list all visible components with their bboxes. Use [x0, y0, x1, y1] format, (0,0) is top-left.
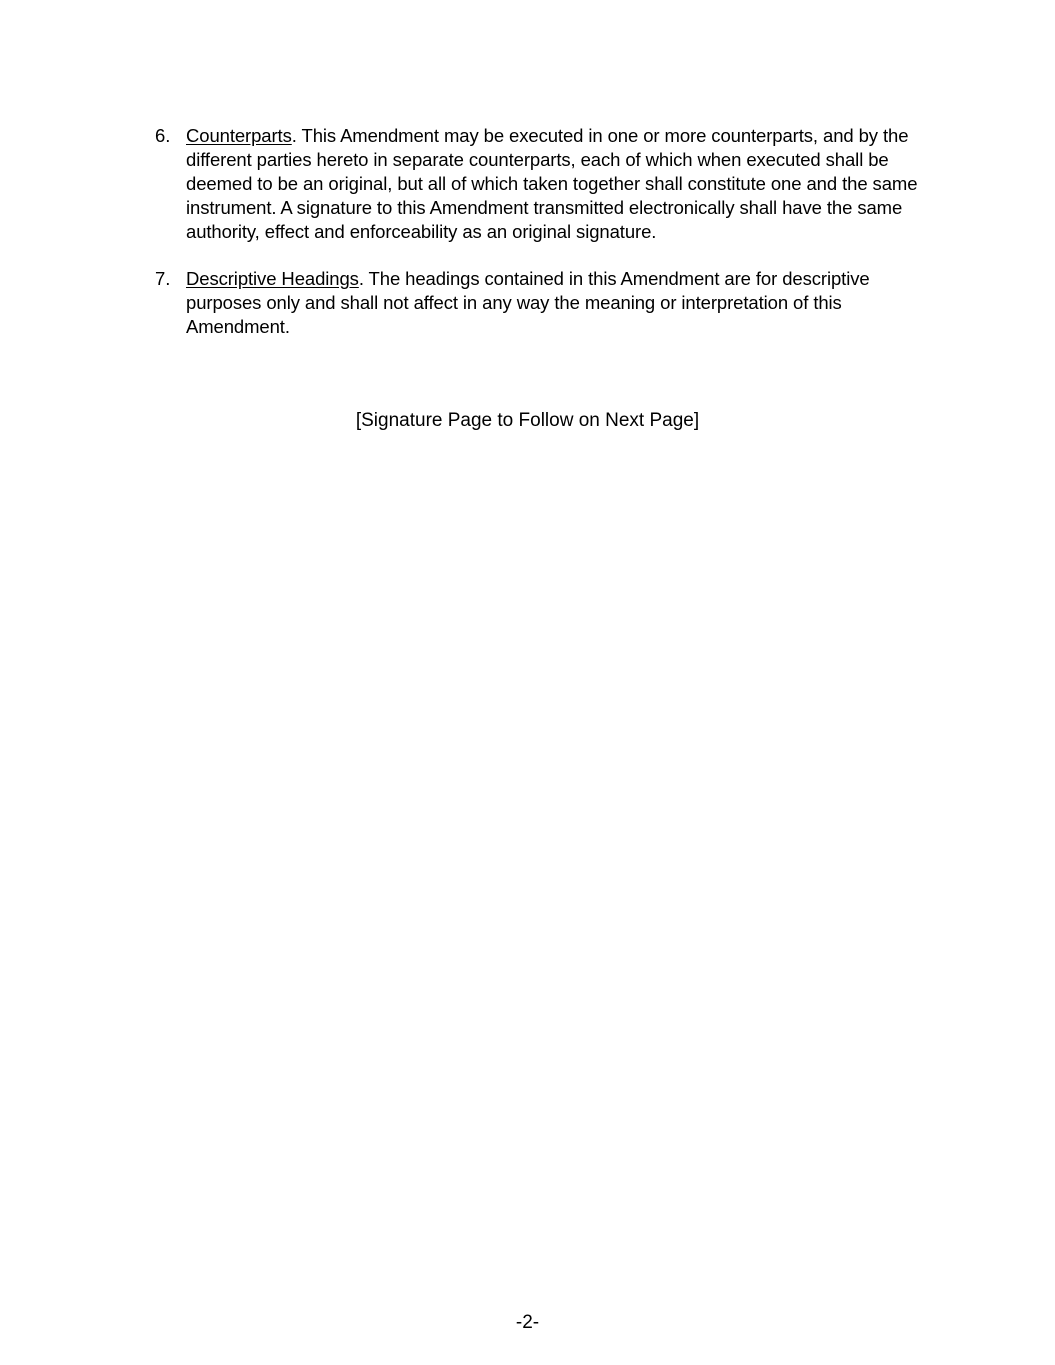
- section-body: [186, 267, 935, 339]
- section-text: . The headings contained in this Amendment are for descriptive purposes only and shall not affect in any way the meaning or interpretation of this Amendment.: [186, 268, 870, 337]
- section-number: 7.: [155, 268, 171, 289]
- section-heading: Descriptive Headings: [186, 268, 359, 289]
- section-heading: Counterparts: [186, 125, 292, 146]
- section-counterparts: [155, 124, 935, 244]
- section-number: 6.: [155, 125, 171, 146]
- section-descriptive-headings: [155, 267, 935, 339]
- page-number: -2-: [515, 1312, 540, 1333]
- section-text: . This Amendment may be executed in one or more counterparts, and by the different parties hereto in separate counterparts, each of which when executed shall be deemed to be an original, but all of which taken together shall constitute one and the same instrument. A signature to this Amendment transmitted electronically shall have the same authority, effect and enforceability as an original signature.: [186, 125, 918, 242]
- section-body: [186, 124, 935, 244]
- signature-page-note: [Signature Page to Follow on Next Page]: [355, 410, 700, 431]
